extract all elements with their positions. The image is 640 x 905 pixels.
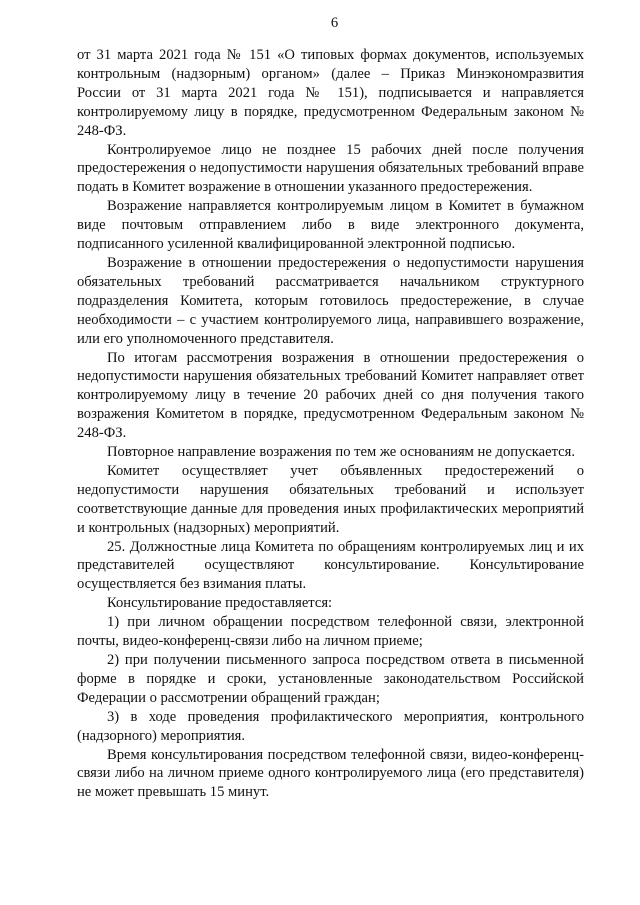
paragraph-consulting-provided: Консультирование предоставляется:: [107, 595, 333, 612]
paragraph-consulting-time: Время консультирования посредством телефонной связи, видео-конференц-связи либо на личном приеме одного контролируемого лица (его представителя) не может превышать 15 минут.: [77, 746, 584, 801]
list-item-3: 3) в ходе проведения профилактического мероприятия, контрольного (надзорного) мероприятия.: [77, 708, 584, 744]
paragraph-order-reference: от 31 марта 2021 года № 151 «О типовых формах документов, используемых контрольным (надзорным) органом» (далее – Приказ Минэкономразвития России от 31 марта 2021 года № 151), подписывается и направляется контролируемому лицу в порядке, предусмотренном Федеральным законом № 248-ФЗ.: [77, 47, 584, 139]
document-body: [77, 46, 584, 802]
paragraph-consulting-25: 25. Должностные лица Комитета по обращениям контролируемых лиц и их представителей осуществляют консультирование. Консультирование осуществляется без взимания платы.: [77, 538, 584, 593]
paragraph-objection-delivery: Возражение направляется контролируемым лицом в Комитет в бумажном виде почтовым отправлением либо в виде электронного документа, подписанного усиленной квалифицированной электронной подписью.: [77, 198, 584, 253]
list-item-1: 1) при личном обращении посредством телефонной связи, электронной почты, видео-конференц-связи либо на личном приеме;: [77, 614, 584, 650]
paragraph-repeat-objection: Повторное направление возражения по тем же основаниям не допускается.: [107, 444, 576, 461]
paragraph-warnings-accounting: Комитет осуществляет учет объявленных предостережений о недопустимости нарушения обязательных требований и использует соответствующие данные для проведения иных профилактических мероприятий и контрольных (надзорных) мероприятий.: [77, 462, 584, 536]
page-number: 6: [330, 15, 339, 31]
paragraph-objection-deadline: Контролируемое лицо не позднее 15 рабочих дней после получения предостережения о недопустимости нарушения обязательных требований вправе подать в Комитет возражение в отношении указанного предостережения.: [77, 141, 584, 196]
paragraph-objection-review: Возражение в отношении предостережения о недопустимости нарушения обязательных требований рассматривается начальником структурного подразделения Комитета, которым готовилось предостережение, в случае необходимости – с участием контролируемого лица, направившего возражение, или его уполномоченного представителя.: [77, 254, 584, 347]
paragraph-objection-response: По итогам рассмотрения возражения в отношении предостережения о недопустимости нарушения обязательных требований Комитет направляет ответ контролируемому лицу в течение 20 рабочих дней со дня получения такого возражения Комитетом в порядке, предусмотренном Федеральным законом № 248-ФЗ.: [77, 349, 584, 442]
list-item-2: 2) при получении письменного запроса посредством ответа в письменной форме в порядке и сроки, установленные законодательством Российской Федерации о рассмотрении обращений граждан;: [77, 652, 584, 706]
